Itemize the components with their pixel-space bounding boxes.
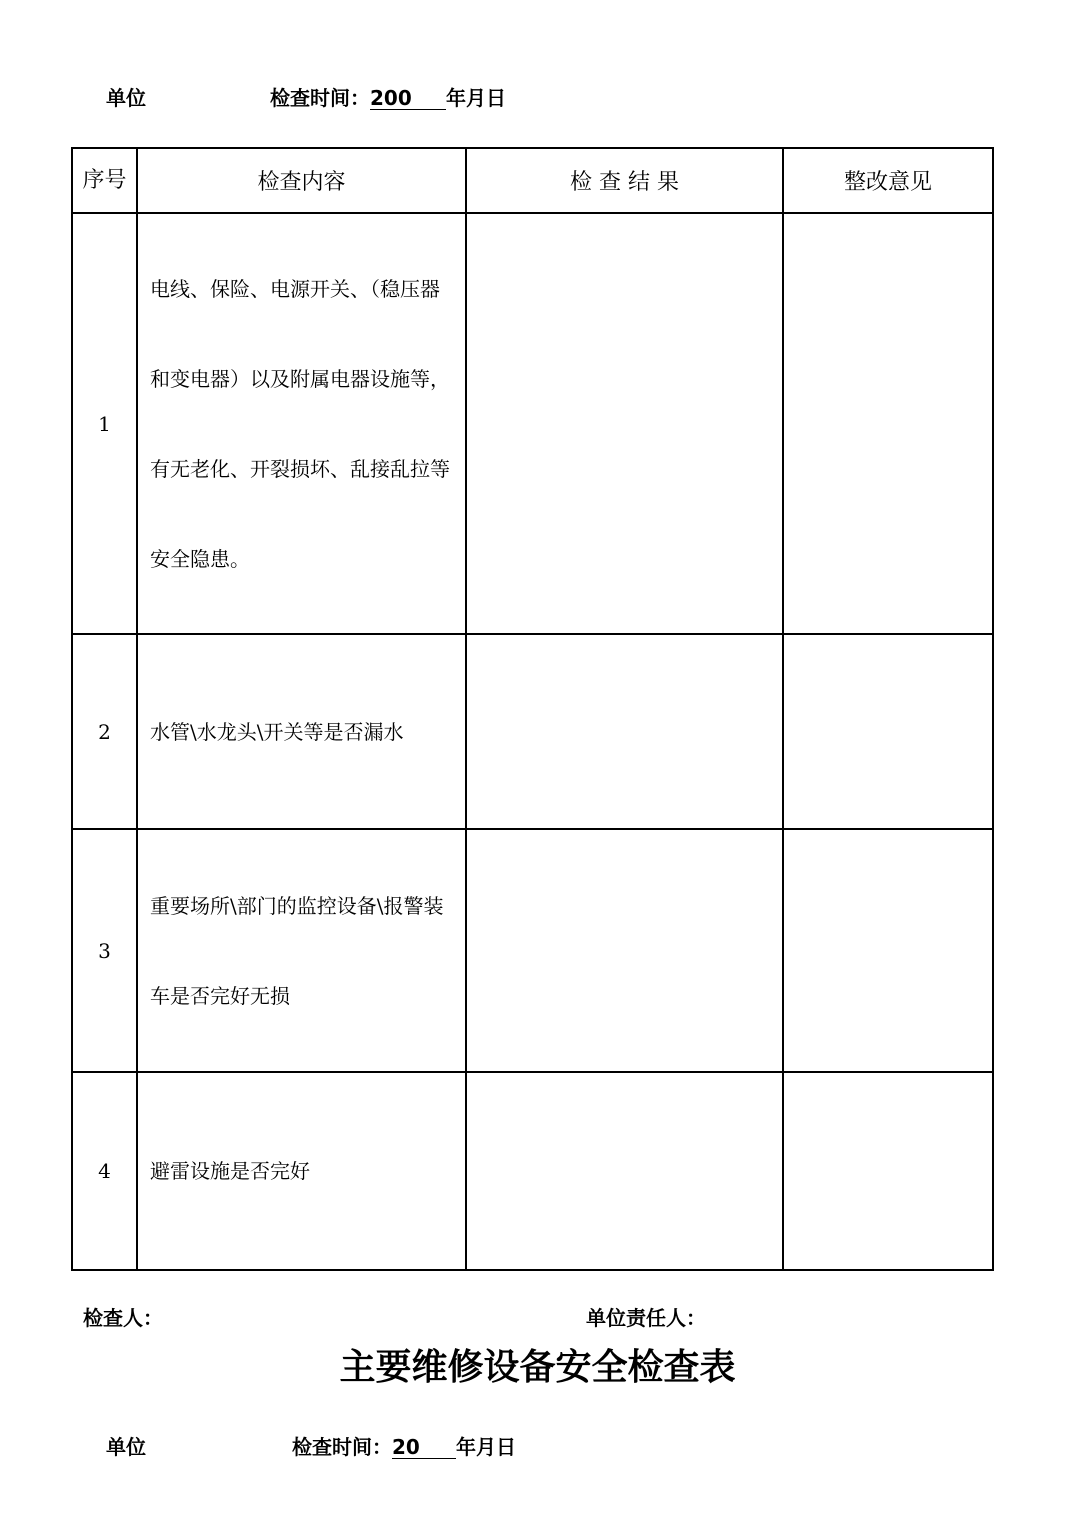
next-inspection-date-suffix: 年月日 xyxy=(456,1435,516,1459)
row-content: 水管\水龙头\开关等是否漏水 xyxy=(137,634,466,829)
row-advice-cell[interactable] xyxy=(783,829,993,1072)
table-row xyxy=(72,1072,993,1270)
responsible-label: 单位责任人： xyxy=(586,1306,706,1330)
row-result-cell[interactable] xyxy=(466,213,783,634)
row-advice-cell[interactable] xyxy=(783,634,993,829)
row-content: 重要场所\部门的监控设备\报警装车是否完好无损 xyxy=(137,829,466,1072)
inspection-table xyxy=(71,147,994,1271)
inspection-time xyxy=(270,86,506,110)
table-row xyxy=(72,829,993,1072)
inspection-year-field[interactable] xyxy=(370,87,446,110)
next-inspection-time-label: 检查时间： xyxy=(292,1435,392,1459)
col-header-content: 检查内容 xyxy=(137,148,466,213)
table-row xyxy=(72,213,993,634)
col-header-result: 检 查 结 果 xyxy=(466,148,783,213)
row-number: 1 xyxy=(72,213,137,634)
row-number: 2 xyxy=(72,634,137,829)
unit-label: 单位 xyxy=(106,86,146,110)
inspection-time-label: 检查时间： xyxy=(270,86,370,110)
row-number: 3 xyxy=(72,829,137,1072)
next-inspection-time xyxy=(292,1435,516,1459)
row-result-cell[interactable] xyxy=(466,1072,783,1270)
row-content: 避雷设施是否完好 xyxy=(137,1072,466,1270)
row-advice-cell[interactable] xyxy=(783,213,993,634)
next-inspection-year-field[interactable] xyxy=(392,1436,456,1459)
next-unit-label: 单位 xyxy=(106,1435,146,1459)
row-result-cell[interactable] xyxy=(466,634,783,829)
table-header-row xyxy=(72,148,993,213)
form-title: 主要维修设备安全检查表 xyxy=(339,1346,736,1388)
row-number: 4 xyxy=(72,1072,137,1270)
inspection-year-value: 200 xyxy=(370,86,412,110)
row-advice-cell[interactable] xyxy=(783,1072,993,1270)
table-row xyxy=(72,634,993,829)
inspector-label: 检查人： xyxy=(83,1306,163,1330)
row-result-cell[interactable] xyxy=(466,829,783,1072)
inspection-date-suffix: 年月日 xyxy=(446,86,506,110)
row-content: 电线、保险、电源开关、（稳压器和变电器）以及附属电器设施等，有无老化、开裂损坏、乱接乱拉等安全隐患。 xyxy=(137,213,466,634)
next-inspection-year-value: 20 xyxy=(392,1435,420,1459)
col-header-advice: 整改意见 xyxy=(783,148,993,213)
col-header-number: 序号 xyxy=(72,148,137,213)
